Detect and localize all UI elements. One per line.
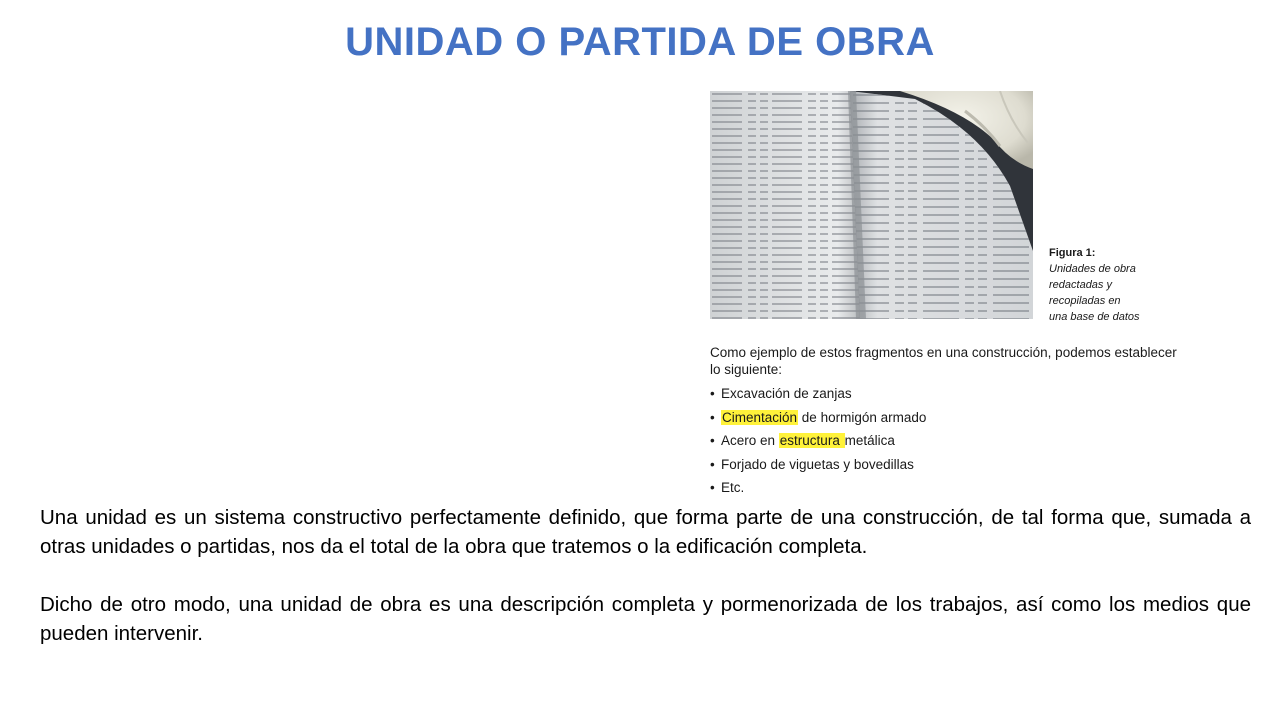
list-item-text: Acero en — [721, 433, 779, 448]
figure-caption-line: Unidades de obra — [1049, 263, 1136, 275]
list-item-text: Excavación de zanjas — [721, 386, 852, 401]
list-item — [710, 429, 1180, 453]
list-item-text: metálica — [844, 433, 895, 448]
book-photo-illustration — [710, 91, 1033, 319]
figure-caption-line: redactadas y — [1049, 279, 1112, 291]
list-item — [710, 406, 1180, 430]
list-item-text: Etc. — [721, 480, 745, 495]
figure-caption — [1049, 245, 1169, 325]
list-item-text: Forjado de viguetas y bovedillas — [721, 456, 914, 472]
bullet-icon: • — [710, 409, 715, 425]
bullet-icon: • — [710, 480, 715, 495]
body-text — [40, 503, 1251, 648]
excerpt-intro: Como ejemplo de estos fragmentos en una construcción, podemos establecer lo siguiente: — [710, 345, 1177, 377]
book-photo — [710, 91, 1033, 319]
list-item — [710, 476, 1180, 500]
paragraph-definition: Una unidad es un sistema constructivo perfectamente definido, que forma parte de una construcción, de tal forma que, sumada a otras unidades o partidas, nos da el total de la obra que tratemos o la edificación completa. — [40, 506, 1251, 558]
bullet-icon: • — [710, 456, 715, 472]
figure-caption-line: recopiladas en — [1049, 295, 1121, 307]
book-excerpt — [710, 344, 1180, 500]
highlighted-term: estructura — [779, 433, 844, 448]
bullet-icon: • — [710, 386, 715, 401]
highlighted-term: Cimentación — [722, 409, 798, 425]
paragraph-description: Dicho de otro modo, una unidad de obra es una descripción completa y pormenorizada de los trabajos, así como los medios que pueden intervenir. — [40, 593, 1251, 645]
figure-caption-line: una base de datos — [1049, 311, 1140, 323]
slide-title: UNIDAD O PARTIDA DE OBRA — [345, 20, 935, 64]
example-units-list — [710, 382, 1180, 500]
bullet-icon: • — [710, 433, 715, 448]
list-item-text: de hormigón armado — [798, 409, 927, 425]
figure-caption-label: Figura 1: — [1049, 247, 1096, 259]
list-item — [710, 382, 1180, 406]
list-item — [710, 453, 1180, 477]
